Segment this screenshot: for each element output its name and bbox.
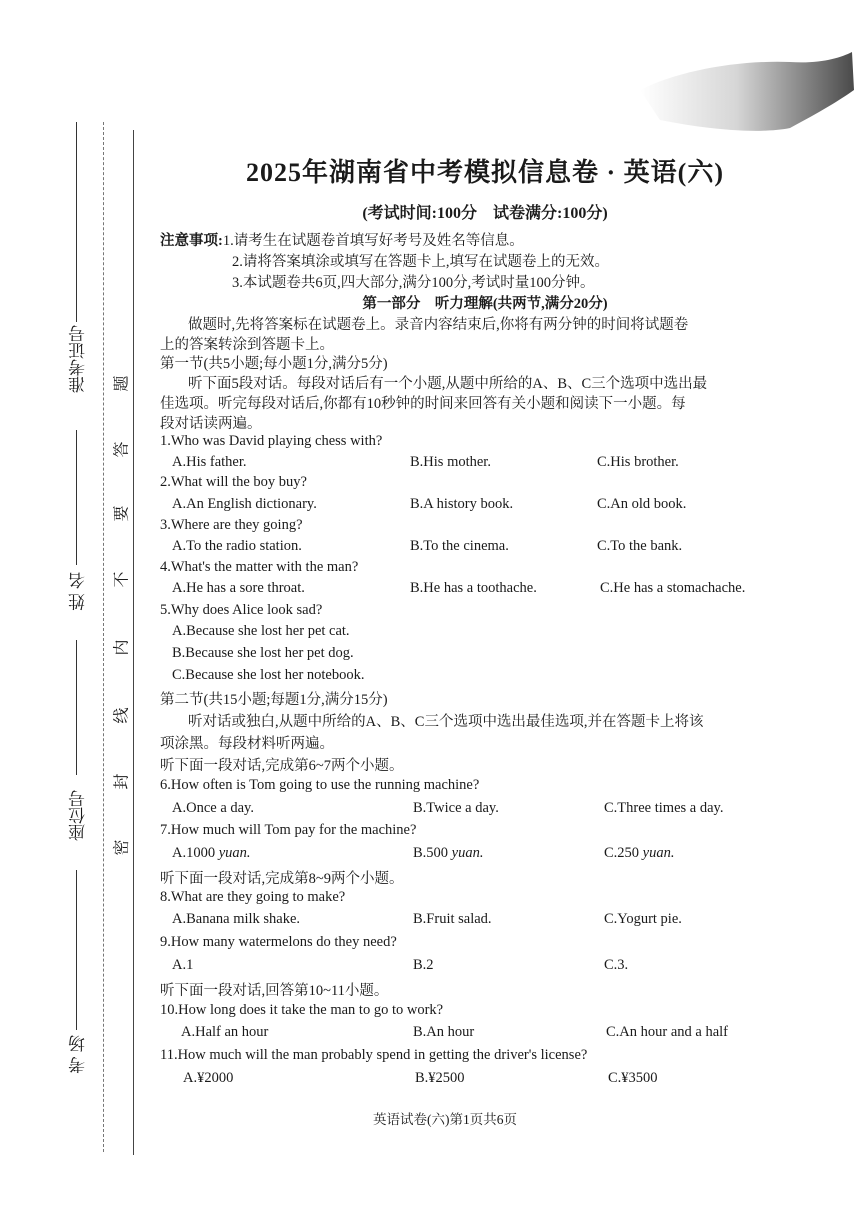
option-c-value: C.250 xyxy=(604,845,640,861)
listening-cue: 听下面一段对话,完成第8~9两个小题。 xyxy=(160,871,404,887)
exam-title: 2025年湖南省中考模拟信息卷 · 英语(六) xyxy=(246,158,724,187)
binding-solid-line xyxy=(133,130,134,1155)
exam-no-underline xyxy=(76,122,77,322)
part1-heading: 第一部分 听力理解(共两节,满分20分) xyxy=(362,296,608,312)
notice-item: 2.请将答案填涂或填写在答题卡上,填写在试题卷上的无效。 xyxy=(232,254,609,270)
option-b xyxy=(413,845,483,862)
option-a xyxy=(172,845,251,862)
option-b-value: B.500 xyxy=(413,845,449,861)
option-b: B.His mother. xyxy=(410,454,491,470)
section1-heading: 第一节(共5小题;每小题1分,满分5分) xyxy=(160,356,388,372)
option-a: A.Half an hour xyxy=(181,1024,269,1040)
seal-char: 不 xyxy=(113,571,131,588)
question-9: 9.How many watermelons do they need? xyxy=(160,934,397,950)
option-a: A.An English dictionary. xyxy=(172,496,317,512)
room-underline xyxy=(76,870,77,1030)
option-c: C.He has a stomachache. xyxy=(600,580,746,596)
option-c: C.Because she lost her notebook. xyxy=(172,667,365,683)
option-c: C.¥3500 xyxy=(608,1070,658,1086)
listening-cue: 听下面一段对话,回答第10~11小题。 xyxy=(160,983,389,999)
option-b: B.He has a toothache. xyxy=(410,580,537,596)
option-c: C.An hour and a half xyxy=(606,1024,729,1040)
seal-char: 线 xyxy=(113,707,131,724)
notice-label: 注意事项: xyxy=(160,233,223,249)
notice-item: 1.请考生在试题卷首填写好考号及姓名等信息。 xyxy=(222,233,524,249)
option-a-value: A.1000 xyxy=(172,845,216,861)
option-a: A.Banana milk shake. xyxy=(172,911,301,927)
question-3: 3.Where are they going? xyxy=(160,517,303,533)
section1-intro: 佳选项。听完每段对话后,你都有10秒钟的时间来回答有关小题和阅读下一小题。每 xyxy=(160,396,686,412)
option-a: A.1 xyxy=(172,957,194,973)
question-10: 10.How long does it take the man to go to work? xyxy=(160,1002,444,1018)
section1-intro: 听下面5段对话。每段对话后有一个小题,从题中所给的A、B、C三个选项中选出最 xyxy=(188,376,708,392)
question-5: 5.Why does Alice look sad? xyxy=(160,602,323,618)
question-7: 7.How much will Tom pay for the machine? xyxy=(160,822,417,838)
option-c: C.An old book. xyxy=(597,496,687,512)
section2-intro: 听对话或独白,从题中所给的A、B、C三个选项中选出最佳选项,并在答题卡上将该 xyxy=(188,714,704,730)
section2-heading: 第二节(共15小题;每题1分,满分15分) xyxy=(160,692,388,708)
question-11: 11.How much will the man probably spend in getting the driver's license? xyxy=(160,1047,588,1063)
option-c: C.Three times a day. xyxy=(604,800,724,816)
exam-no-label: 准考证号 xyxy=(69,325,88,393)
option-b: B.To the cinema. xyxy=(410,538,509,554)
seat-underline xyxy=(76,640,77,775)
listening-cue: 听下面一段对话,完成第6~7两个小题。 xyxy=(160,758,404,774)
seal-char: 密 xyxy=(113,839,131,856)
name-underline xyxy=(76,430,77,565)
seat-no-label: 座位号 xyxy=(69,790,88,841)
question-4: 4.What's the matter with the man? xyxy=(160,559,359,575)
seal-char: 题 xyxy=(113,375,131,392)
option-a: A.Once a day. xyxy=(172,800,254,816)
option-a: A.He has a sore throat. xyxy=(172,580,305,596)
option-b: B.A history book. xyxy=(410,496,514,512)
option-a: A.His father. xyxy=(172,454,247,470)
option-b: B.An hour xyxy=(413,1024,475,1040)
seal-char: 封 xyxy=(113,773,131,790)
option-b: B.Fruit salad. xyxy=(413,911,492,927)
part1-intro: 做题时,先将答案标在试题卷上。录音内容结束后,你将有两分钟的时间将试题卷 xyxy=(188,317,689,333)
page-footer: 英语试卷(六)第1页共6页 xyxy=(373,1112,517,1127)
part1-intro: 上的答案转涂到答题卡上。 xyxy=(160,337,334,353)
option-b: B.Because she lost her pet dog. xyxy=(172,645,354,661)
scan-smudge xyxy=(640,50,855,138)
option-c: C.Yogurt pie. xyxy=(604,911,682,927)
option-a: A.¥2000 xyxy=(183,1070,234,1086)
notice-item: 3.本试题卷共6页,四大部分,满分100分,考试时量100分钟。 xyxy=(232,275,595,291)
binding-dashed-line xyxy=(103,122,104,1152)
option-b: B.Twice a day. xyxy=(413,800,499,816)
room-label: 考 场 xyxy=(69,1035,88,1074)
unit-yuan: yuan. xyxy=(218,845,251,861)
question-2: 2.What will the boy buy? xyxy=(160,474,307,490)
option-c xyxy=(604,845,674,862)
option-c: C.To the bank. xyxy=(597,538,683,554)
unit-yuan: yuan. xyxy=(451,845,484,861)
section1-intro: 段对话读两遍。 xyxy=(160,416,262,432)
seal-char: 答 xyxy=(113,441,131,458)
option-b: B.2 xyxy=(413,957,434,973)
option-a: A.Because she lost her pet cat. xyxy=(172,623,350,639)
unit-yuan: yuan. xyxy=(642,845,675,861)
section2-intro: 项涂黑。每段材料听两遍。 xyxy=(160,736,334,752)
option-c: C.3. xyxy=(604,957,629,973)
option-b: B.¥2500 xyxy=(415,1070,465,1086)
notice-line-1 xyxy=(160,229,524,250)
seal-char: 要 xyxy=(113,505,131,522)
option-a: A.To the radio station. xyxy=(172,538,302,554)
question-6: 6.How often is Tom going to use the running machine? xyxy=(160,777,480,793)
seal-char: 内 xyxy=(113,639,131,656)
question-1: 1.Who was David playing chess with? xyxy=(160,433,383,449)
exam-subtitle: (考试时间:100分 试卷满分:100分) xyxy=(362,205,608,222)
name-label: 姓 名 xyxy=(69,572,88,611)
question-8: 8.What are they going to make? xyxy=(160,889,346,905)
option-c: C.His brother. xyxy=(597,454,679,470)
